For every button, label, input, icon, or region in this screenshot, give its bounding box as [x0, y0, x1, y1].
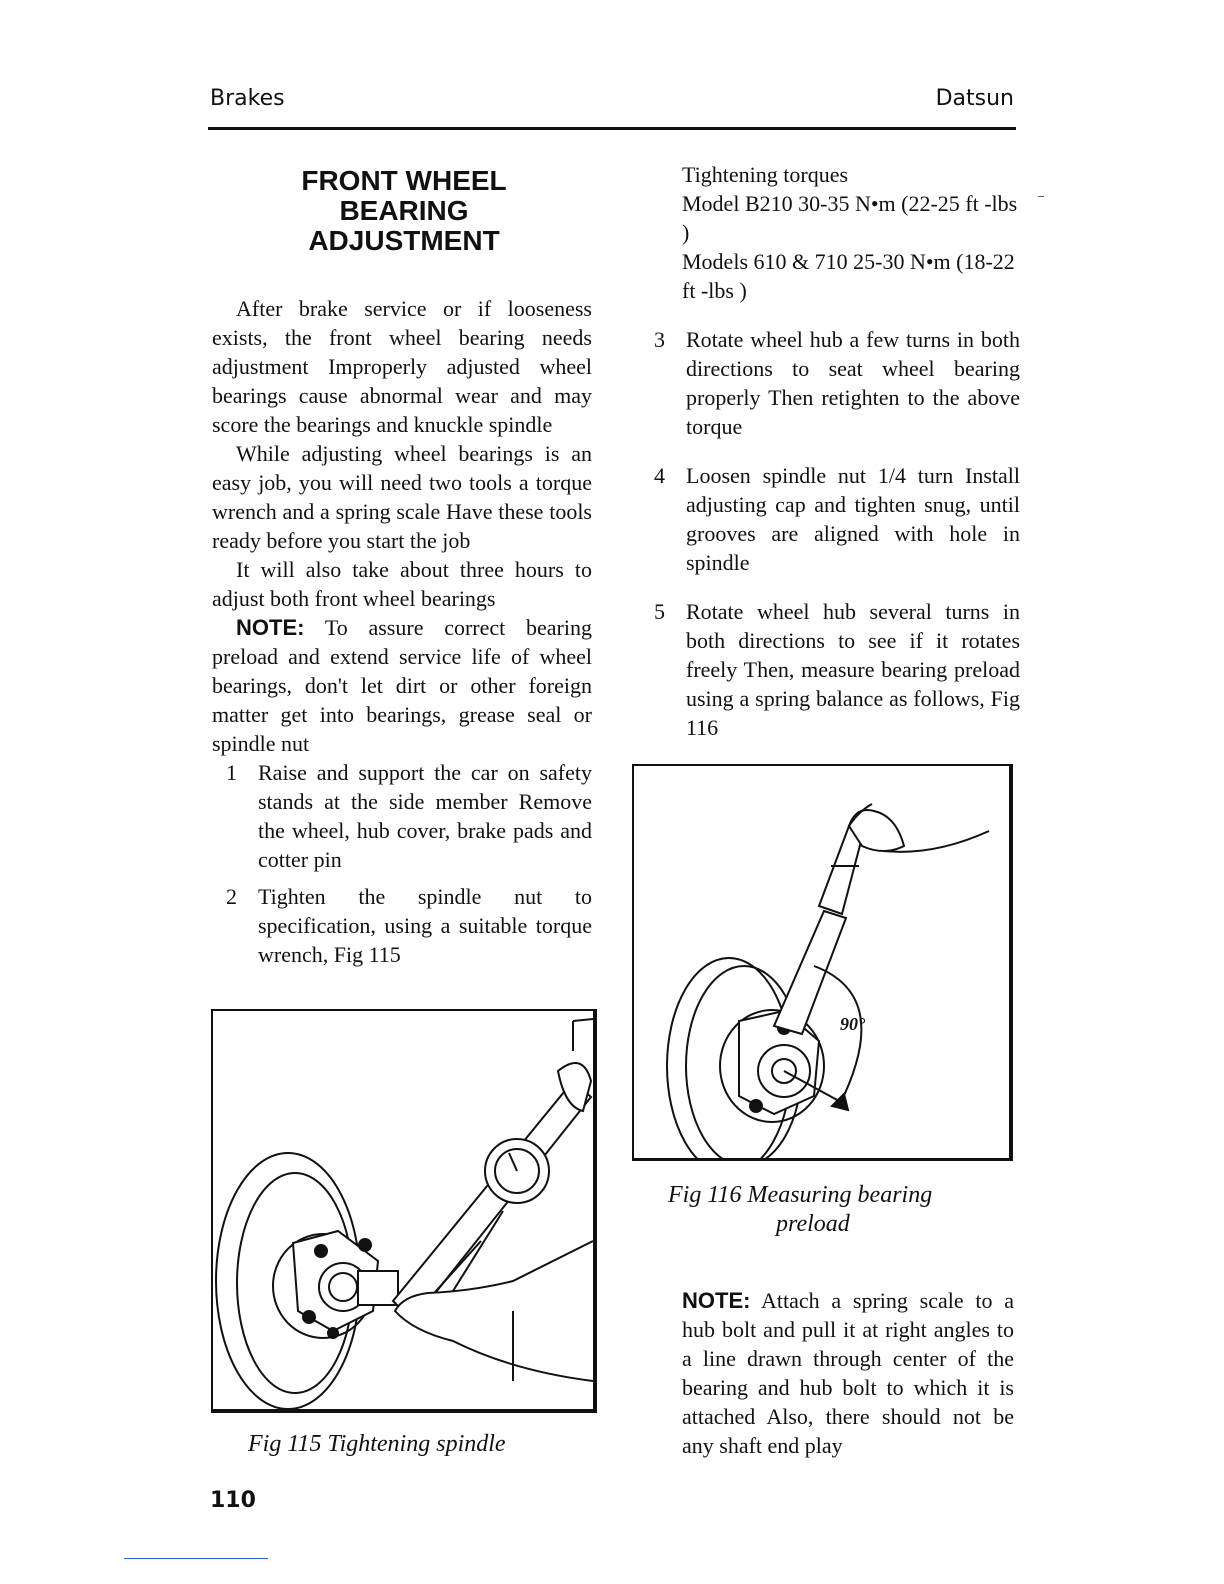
step-number: 2: [226, 884, 237, 909]
step-number: 5: [654, 599, 665, 624]
figure-115-caption: Fig 115 Tightening spindle: [248, 1431, 506, 1457]
step-text: Loosen spindle nut 1/4 turn Install adjusting cap and tighten snug, until grooves are aligned with hole in spindle: [686, 463, 1020, 575]
title-line-1: FRONT WHEEL: [301, 165, 507, 196]
right-column: [640, 160, 1020, 742]
step-2: [212, 882, 592, 969]
note-text: To assure correct bearing preload and extend service life of wheel bearings, don't let dirt or other foreign matter get into bearings, grease seal or spindle nut: [212, 615, 592, 756]
step-3: [640, 325, 1020, 441]
spring-scale-drawing: [634, 766, 1009, 1158]
note-label: NOTE:: [682, 1288, 751, 1313]
step-5: [640, 597, 1020, 742]
margin-mark: [1038, 196, 1044, 197]
note-paragraph: [212, 613, 592, 758]
page-title: [254, 166, 554, 256]
note-attach-scale: [682, 1286, 1014, 1460]
left-column: [212, 160, 592, 969]
figure-116-caption-line-2: preload: [776, 1211, 850, 1237]
figure-115-illustration: [211, 1009, 597, 1413]
note-text: Attach a spring scale to a hub bolt and pull it at right angles to a line drawn through center of the bearing and hub bolt to which it is attached Also, there should not be any shaft end play: [682, 1288, 1014, 1458]
step-text: Rotate wheel hub several turns in both directions to see if it rotates freely Then, measure bearing preload using a spring balance as follows, Fig 116: [686, 599, 1020, 740]
angle-label: 90°: [840, 1014, 866, 1034]
tools-paragraph: While adjusting wheel bearings is an easy job, you will need two tools a torque wrench and a spring scale Have these tools ready before you start the job: [212, 441, 592, 553]
step-number: 4: [654, 463, 665, 488]
title-line-2: BEARING: [339, 195, 469, 226]
step-text: Rotate wheel hub a few turns in both directions to seat wheel bearing properly Then retighten to the above torque: [686, 327, 1020, 439]
running-header-brand: Datsun: [935, 86, 1014, 111]
note-label: NOTE:: [236, 615, 305, 640]
page-number: 110: [210, 1488, 256, 1513]
torque-heading: Tightening torques: [682, 162, 849, 187]
torque-610-710: Models 610 & 710 25-30 N•m (18-22 ft -lbs ): [682, 249, 1015, 303]
figure-116-caption-line-1: Fig 116 Measuring bearing: [668, 1182, 933, 1208]
torque-b210: Model B210 30-35 N•m (22-25 ft -lbs ): [682, 191, 1018, 245]
step-1: [212, 758, 592, 874]
title-line-3: ADJUSTMENT: [308, 225, 500, 256]
step-text: Raise and support the car on safety stands at the side member Remove the wheel, hub cover, brake pads and cotter pin: [258, 760, 592, 872]
running-header-section: Brakes: [210, 86, 285, 111]
footer-rule: [124, 1558, 268, 1559]
step-4: [640, 461, 1020, 577]
figure-116-caption: [668, 1181, 932, 1239]
figure-116-illustration: [632, 764, 1013, 1161]
header-rule: [208, 127, 1016, 130]
intro-paragraph: After brake service or if looseness exists, the front wheel bearing needs adjustment Improperly adjusted wheel bearings cause abnormal wear and may score the bearings and knuckle spindle: [212, 296, 592, 437]
step-text: Tighten the spindle nut to specification, using a suitable torque wrench, Fig 115: [258, 884, 592, 967]
torque-wrench-drawing: [213, 1011, 593, 1409]
time-paragraph: It will also take about three hours to adjust both front wheel bearings: [212, 557, 592, 611]
step-number: 1: [226, 760, 237, 785]
step-number: 3: [654, 327, 665, 352]
